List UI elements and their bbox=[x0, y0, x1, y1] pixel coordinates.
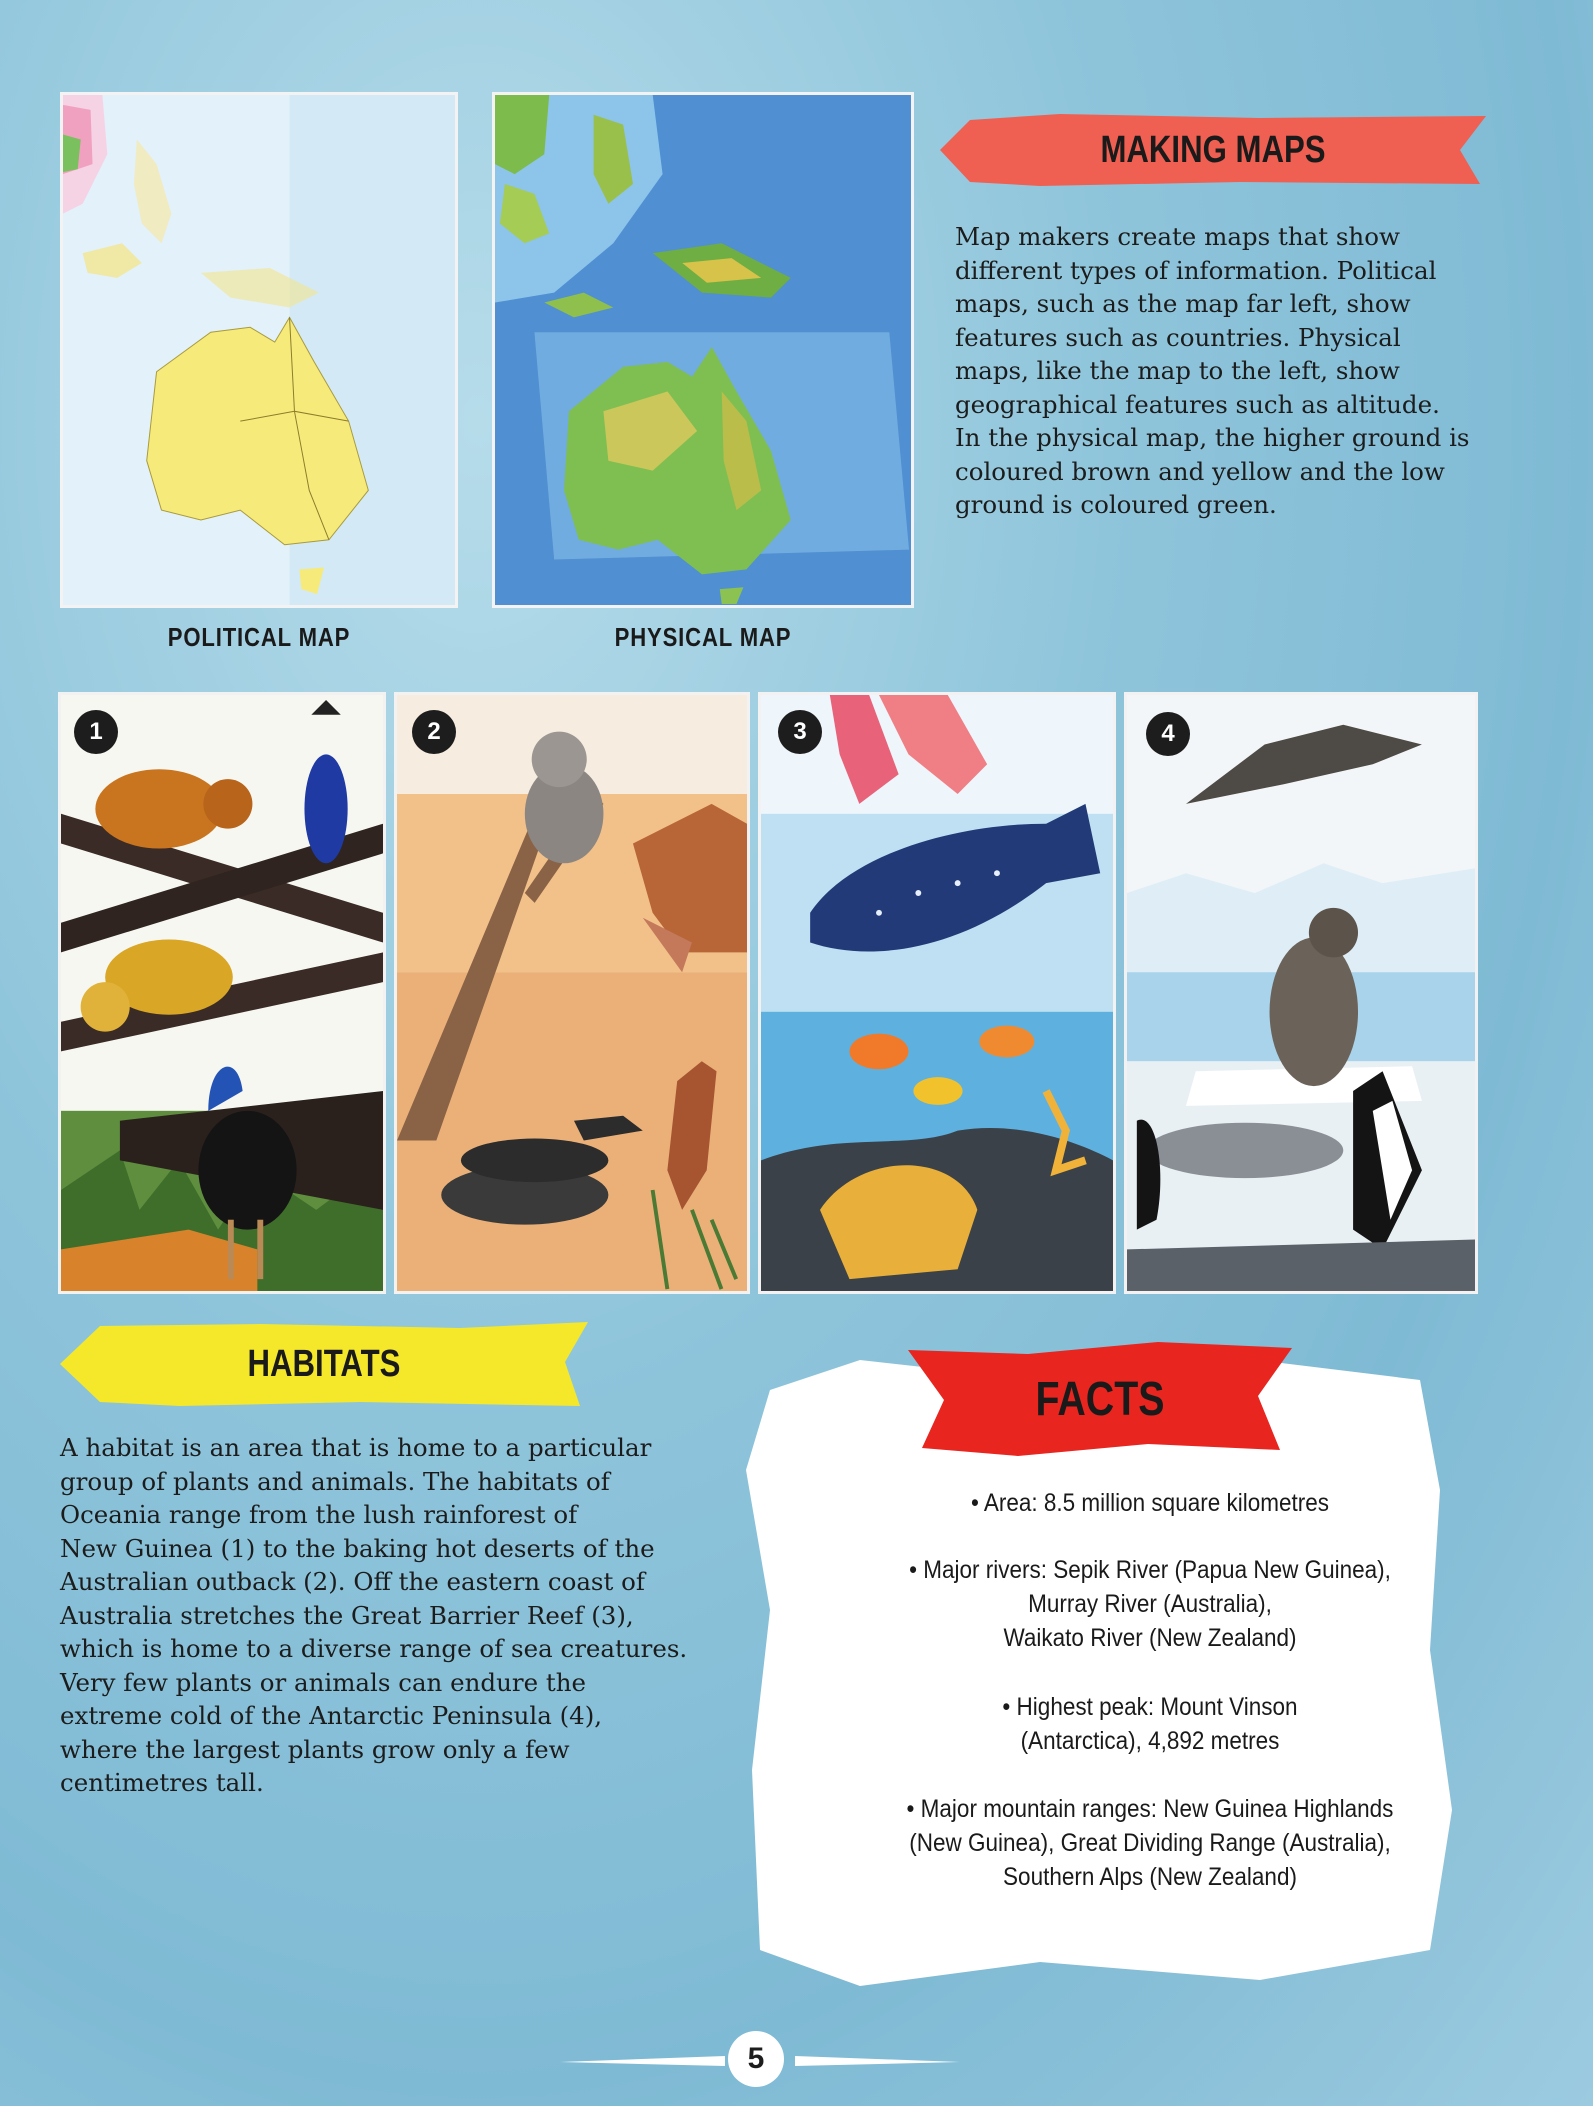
text-line: In the physical map, the higher ground is bbox=[955, 423, 1470, 452]
text-line: Very few plants or animals can endure the bbox=[60, 1667, 586, 1697]
panel-number-badge: 4 bbox=[1146, 712, 1190, 756]
making-maps-text bbox=[955, 220, 1495, 522]
text-line: maps, such as the map far left, show bbox=[955, 289, 1411, 318]
physical-map-caption: PHYSICAL MAP bbox=[614, 622, 792, 652]
text-line: maps, like the map to the left, show bbox=[955, 356, 1400, 385]
habitats-text bbox=[60, 1431, 700, 1800]
text-line: Oceania range from the lush rainforest of bbox=[60, 1500, 578, 1529]
text-line: New Guinea (1) to the baking hot deserts of the bbox=[60, 1533, 655, 1563]
fact-area: • Area: 8.5 million square kilometres bbox=[970, 1489, 1330, 1517]
facts-heading: FACTS bbox=[1035, 1372, 1165, 1426]
text-line: A habitat is an area that is home to a particular bbox=[60, 1433, 652, 1462]
text-line: geographical features such as altitude. bbox=[955, 389, 1440, 419]
text-line: centimetres tall. bbox=[60, 1768, 264, 1797]
political-map-caption: POLITICAL MAP bbox=[167, 622, 351, 652]
fact-rivers: • Major rivers: Sepik River (Papua New Guinea), Murray River (Australia), Waikato River (New Zealand) bbox=[909, 1556, 1391, 1652]
text-line: group of plants and animals. The habitats of bbox=[60, 1466, 610, 1496]
text-line: Australia stretches the Great Barrier Reef (3), bbox=[60, 1600, 634, 1630]
text-line: which is home to a diverse range of sea creatures. bbox=[60, 1634, 688, 1663]
fact-mountain-ranges: • Major mountain ranges: New Guinea Highlands (New Guinea), Great Dividing Range (Australia), Southern Alps (New Zealand) bbox=[906, 1795, 1394, 1891]
text-line: features such as countries. Physical bbox=[955, 322, 1401, 352]
habitat-panel-rainforest bbox=[58, 692, 386, 1294]
physical-map bbox=[492, 92, 914, 608]
text-line: Map makers create maps that show bbox=[955, 222, 1400, 251]
text-line: extreme cold of the Antarctic Peninsula (4), bbox=[60, 1701, 603, 1730]
habitats-heading: HABITATS bbox=[247, 1342, 401, 1385]
text-line: where the largest plants grow only a few bbox=[60, 1734, 570, 1764]
fact-highest-peak: • Highest peak: Mount Vinson (Antarctica), 4,892 metres bbox=[1002, 1693, 1298, 1755]
habitat-panel-antarctic bbox=[1124, 692, 1478, 1294]
making-maps-heading: MAKING MAPS bbox=[1100, 128, 1326, 171]
making-maps-banner bbox=[940, 112, 1486, 188]
habitat-panel-outback bbox=[394, 692, 750, 1294]
panel-number-badge: 2 bbox=[412, 710, 456, 754]
political-map bbox=[60, 92, 458, 608]
page-number: 5 bbox=[728, 2031, 784, 2087]
habitat-panel-reef bbox=[758, 692, 1116, 1294]
facts-banner bbox=[908, 1340, 1292, 1458]
text-line: different types of information. Political bbox=[955, 255, 1437, 285]
panel-number-badge: 1 bbox=[74, 710, 118, 754]
text-line: coloured brown and yellow and the low bbox=[955, 456, 1445, 486]
panel-number-badge: 3 bbox=[778, 710, 822, 754]
habitats-banner bbox=[60, 1320, 588, 1408]
text-line: ground is coloured green. bbox=[955, 490, 1277, 519]
text-line: Australian outback (2). Off the eastern coast of bbox=[60, 1567, 645, 1596]
